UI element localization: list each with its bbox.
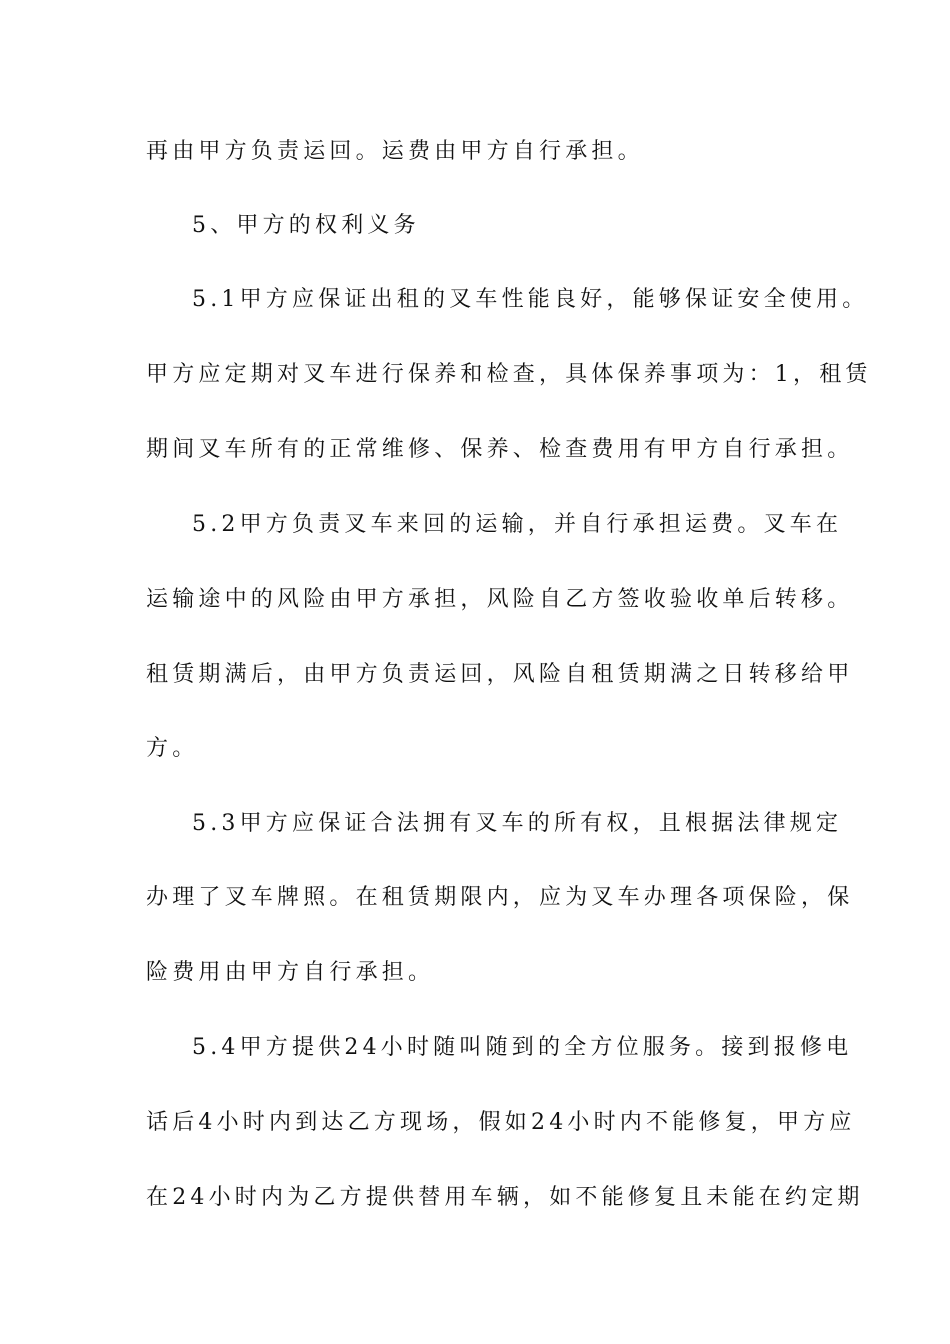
- text-line: 5.4甲方提供24小时随叫随到的全方位服务。接到报修电: [192, 1035, 853, 1060]
- text-line: 办理了叉车牌照。在租赁期限内，应为叉车办理各项保险，保: [146, 885, 854, 910]
- text-line: 险费用由甲方自行承担。: [146, 960, 435, 985]
- text-line: 运输途中的风险由甲方承担，风险自乙方签收验收单后转移。: [146, 587, 854, 612]
- text-line: 5.3甲方应保证合法拥有叉车的所有权，且根据法律规定: [192, 811, 843, 836]
- text-line: 5.2甲方负责叉车来回的运输，并自行承担运费。叉车在: [192, 512, 843, 537]
- text-line: 甲方应定期对叉车进行保养和检查，具体保养事项为：1，租赁: [146, 362, 872, 387]
- text-line: 期间叉车所有的正常维修、保养、检查费用有甲方自行承担。: [146, 437, 854, 462]
- text-line: 租赁期满后，由甲方负责运回，风险自租赁期满之日转移给甲: [146, 662, 854, 687]
- text-line: 方。: [146, 736, 199, 761]
- text-line: 话后4小时内到达乙方现场，假如24小时内不能修复，甲方应: [146, 1110, 856, 1135]
- section-heading: 5、甲方的权利义务: [192, 213, 420, 238]
- text-line: 在24小时内为乙方提供替用车辆，如不能修复且未能在约定期: [146, 1185, 864, 1210]
- text-line: 再由甲方负责运回。运费由甲方自行承担。: [146, 139, 644, 164]
- text-line: 5.1甲方应保证出租的叉车性能良好，能够保证安全使用。: [192, 287, 869, 312]
